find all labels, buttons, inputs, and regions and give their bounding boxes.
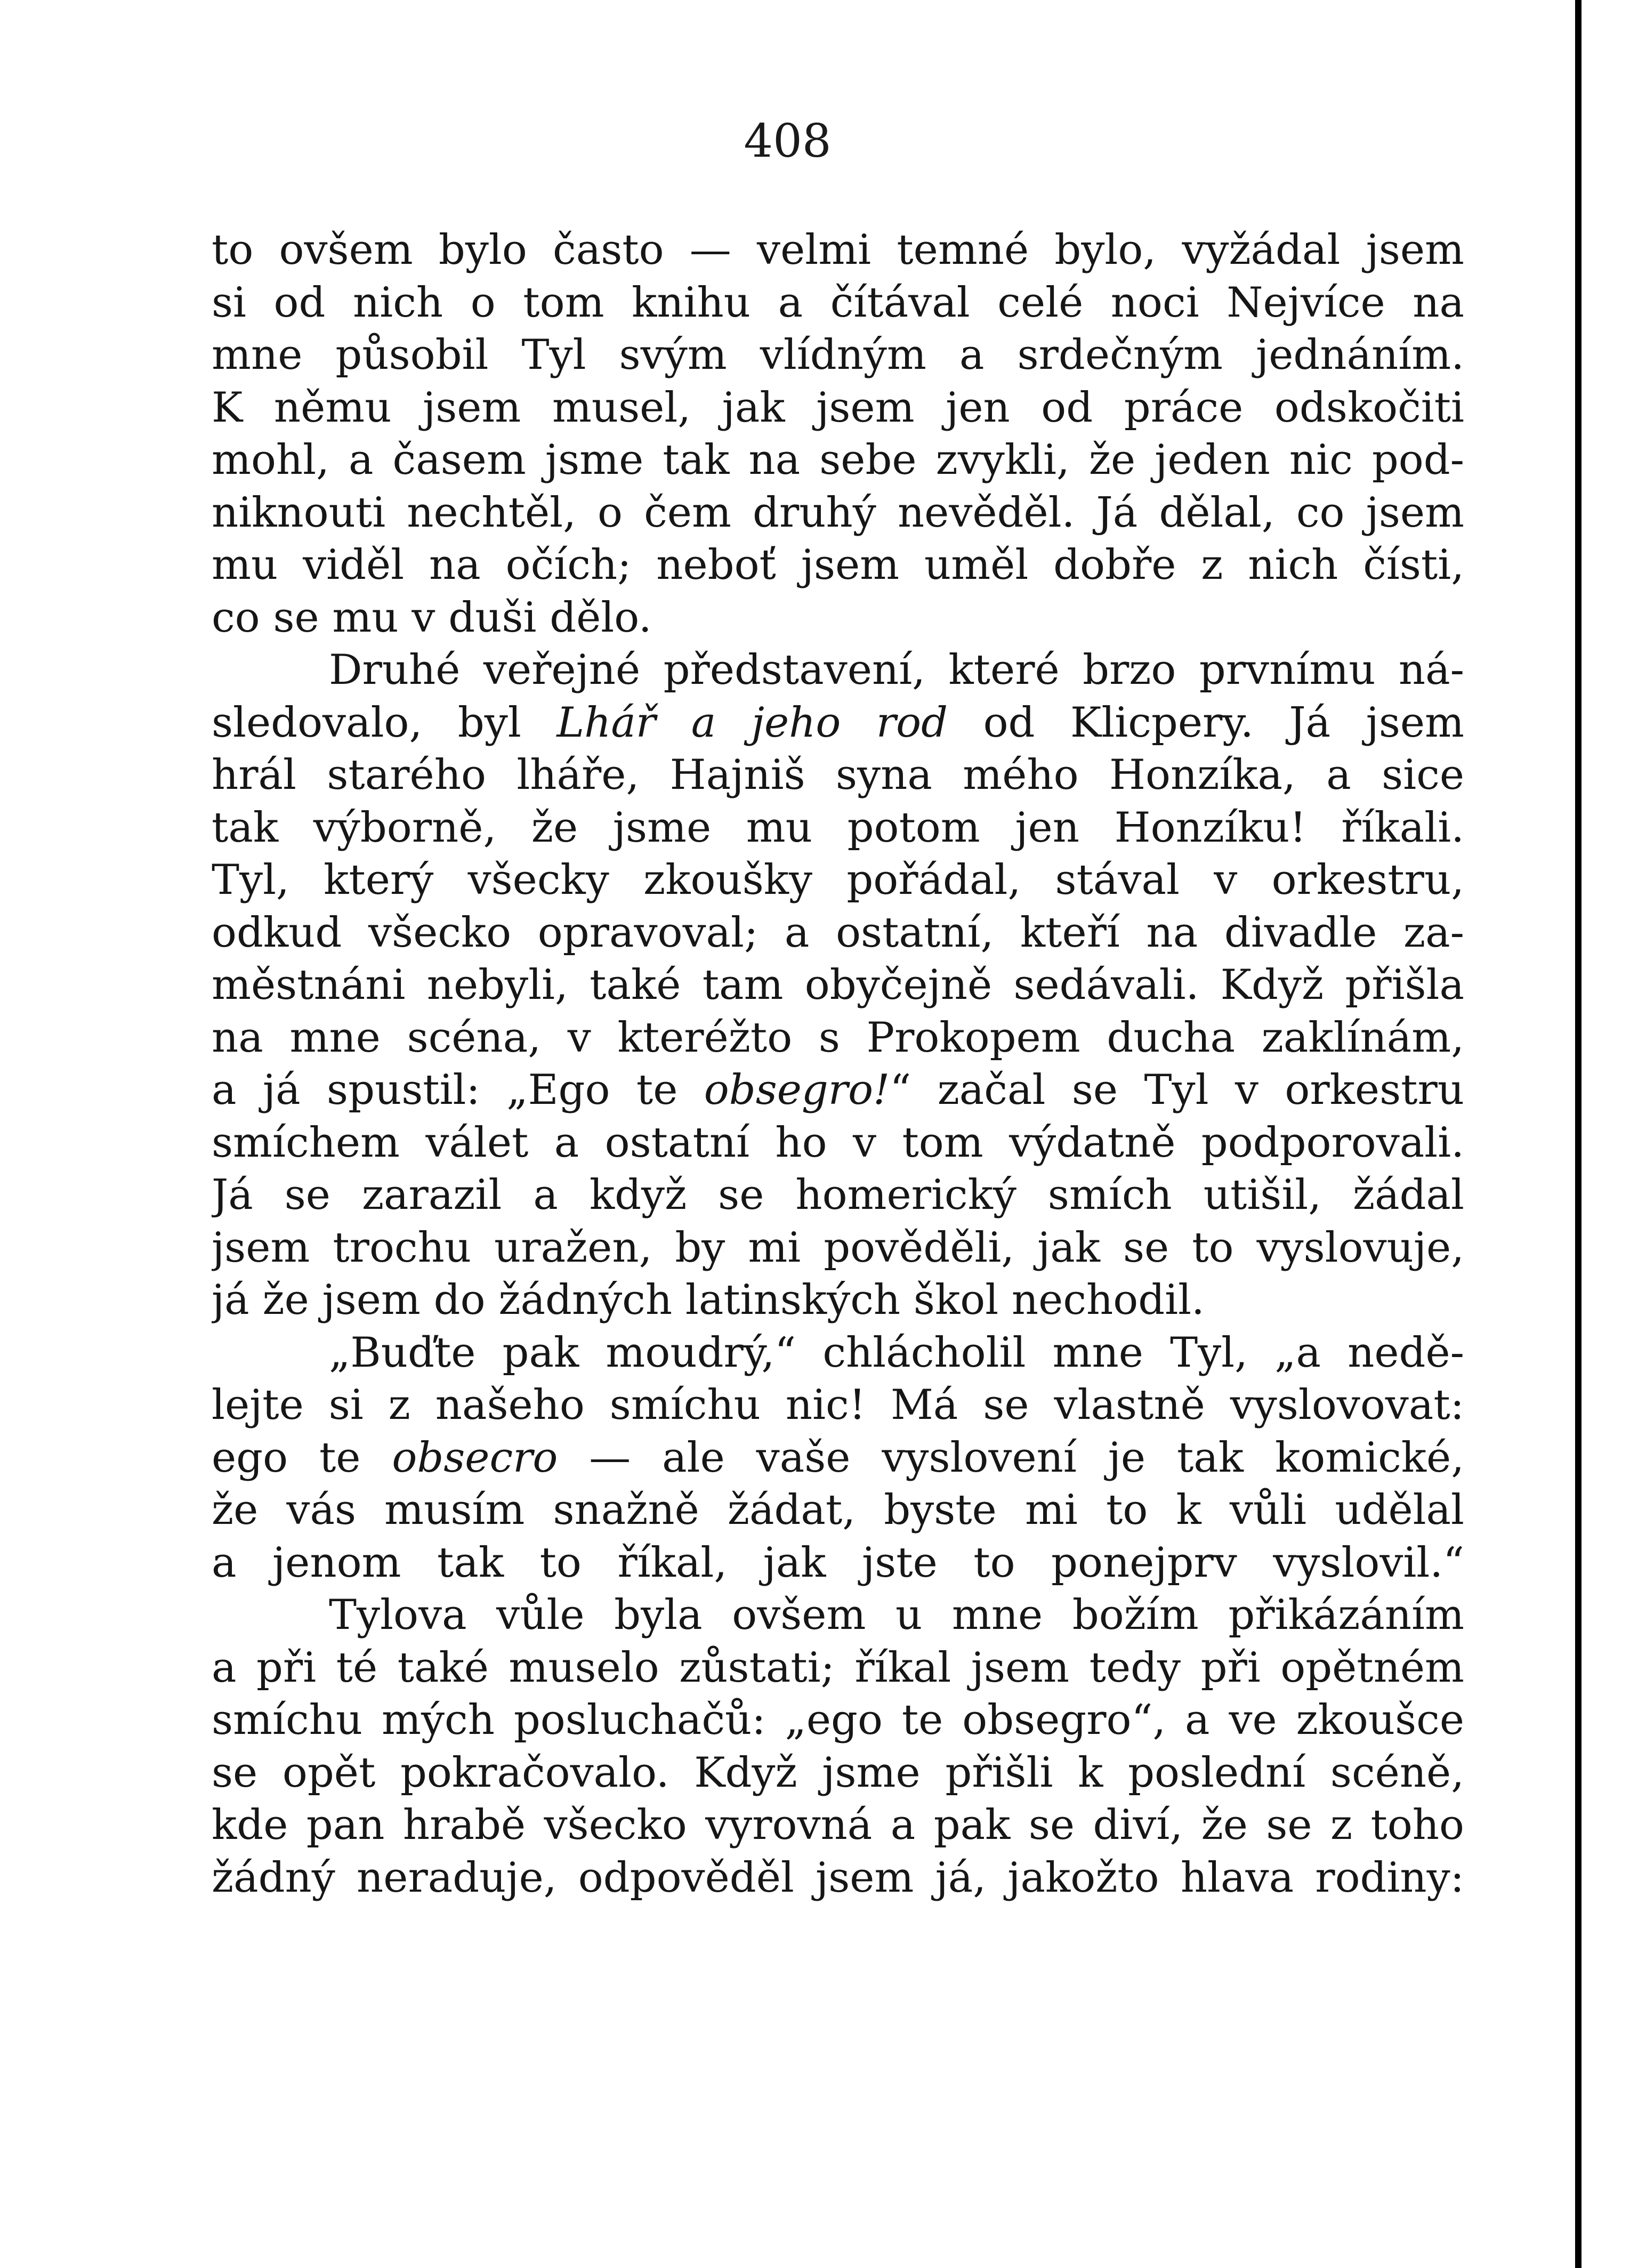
text-segment: K němu jsem musel, jak jsem jen od práce odskočiti bbox=[212, 383, 1464, 432]
text-line bbox=[212, 224, 1464, 277]
italic-text: obsecro bbox=[392, 1433, 558, 1482]
text-line bbox=[212, 1327, 1464, 1379]
text-line bbox=[212, 1432, 1464, 1484]
page-number: 408 bbox=[744, 115, 832, 168]
text-segment: si od nich o tom knihu a čítával celé noci Nejvíce na bbox=[212, 278, 1464, 327]
text-line bbox=[212, 487, 1464, 539]
text-segment: a já spustil: „Ego te bbox=[212, 1066, 704, 1114]
text-segment: “ začal se Tyl v orkestru bbox=[890, 1066, 1464, 1114]
text-segment: a při té také muselo zůstati; říkal jsem tedy při opětném bbox=[212, 1643, 1464, 1692]
text-segment: odkud všecko opravoval; a ostatní, kteří na divadle za- bbox=[212, 908, 1464, 957]
text-line bbox=[212, 749, 1464, 802]
text-segment: Tyl, který všecky zkoušky pořádal, stával v orkestru, bbox=[212, 856, 1464, 904]
text-segment: mne působil Tyl svým vlídným a srdečným jednáním. bbox=[212, 331, 1464, 379]
text-line bbox=[212, 1537, 1464, 1589]
text-segment: „Buďte pak moudrý,“ chlácholil mne Tyl, „a nedě- bbox=[329, 1328, 1464, 1377]
text-segment: se opět pokračovalo. Když jsme přišli k poslední scéně, bbox=[212, 1748, 1464, 1797]
text-segment: žádný neraduje, odpověděl jsem já, jakožto hlava rodiny: bbox=[212, 1853, 1464, 1902]
text-line bbox=[212, 802, 1464, 854]
text-line bbox=[212, 592, 1464, 644]
text-segment: od Klicpery. Já jsem bbox=[948, 698, 1464, 747]
text-segment: sledovalo, byl bbox=[212, 698, 557, 747]
text-segment: tak výborně, že jsme mu potom jen Honzíku! říkali. bbox=[212, 803, 1464, 852]
text-segment: Druhé veřejné představení, které brzo prvnímu ná- bbox=[329, 646, 1464, 694]
text-segment: smíchem válet a ostatní ho v tom výdatně podporovali. bbox=[212, 1118, 1464, 1167]
text-line bbox=[212, 329, 1464, 382]
text-line bbox=[212, 434, 1464, 487]
text-segment: smíchu mých posluchačů: „ego te obsegro“, a ve zkoušce bbox=[212, 1696, 1464, 1744]
text-line bbox=[212, 539, 1464, 592]
text-segment: že vás musím snažně žádat, byste mi to k vůli udělal bbox=[212, 1486, 1464, 1534]
text-line bbox=[212, 1484, 1464, 1537]
text-segment: mohl, a časem jsme tak na sebe zvykli, že jeden nic pod- bbox=[212, 436, 1464, 484]
text-line bbox=[212, 1694, 1464, 1747]
text-segment: na mne scéna, v kteréžto s Prokopem ducha zaklínám, bbox=[212, 1013, 1464, 1062]
body-text bbox=[212, 224, 1464, 1904]
text-segment: a jenom tak to říkal, jak jste to ponejprv vyslovil.“ bbox=[212, 1538, 1464, 1587]
text-line bbox=[212, 697, 1464, 749]
facing-page-edge bbox=[1575, 0, 1646, 2268]
italic-text: Lhář a jeho rod bbox=[556, 698, 948, 747]
text-segment: městnáni nebyli, také tam obyčejně sedávali. Když přišla bbox=[212, 961, 1464, 1009]
text-line bbox=[212, 907, 1464, 959]
text-segment: já že jsem do žádných latinských škol nechodil. bbox=[212, 1276, 1205, 1324]
text-segment: Tylova vůle byla ovšem u mne božím přikázáním bbox=[329, 1591, 1464, 1639]
text-segment: — ale vaše vyslovení je tak komické, bbox=[558, 1433, 1464, 1482]
text-line bbox=[212, 1747, 1464, 1799]
text-line bbox=[212, 1064, 1464, 1117]
text-line bbox=[212, 1222, 1464, 1274]
text-line bbox=[212, 1274, 1464, 1327]
text-segment: kde pan hrabě všecko vyrovná a pak se diví, že se z toho bbox=[212, 1801, 1464, 1849]
text-segment: niknouti nechtěl, o čem druhý nevěděl. Já dělal, co jsem bbox=[212, 488, 1464, 537]
text-line bbox=[212, 1117, 1464, 1169]
text-line bbox=[212, 1642, 1464, 1694]
text-segment: co se mu v duši dělo. bbox=[212, 593, 652, 642]
text-line bbox=[212, 1012, 1464, 1064]
text-line bbox=[212, 1169, 1464, 1222]
text-segment: lejte si z našeho smíchu nic! Má se vlastně vyslovovat: bbox=[212, 1381, 1464, 1429]
text-line bbox=[212, 1379, 1464, 1432]
text-line bbox=[212, 854, 1464, 907]
text-segment: Já se zarazil a když se homerický smích utišil, žádal bbox=[212, 1171, 1464, 1219]
text-segment: ego te bbox=[212, 1433, 392, 1482]
text-segment: mu viděl na očích; neboť jsem uměl dobře z nich čísti, bbox=[212, 541, 1464, 589]
text-line bbox=[212, 644, 1464, 697]
text-line bbox=[212, 1799, 1464, 1852]
text-line bbox=[212, 1852, 1464, 1904]
text-segment: to ovšem bylo často — velmi temné bylo, vyžádal jsem bbox=[212, 226, 1464, 274]
text-line bbox=[212, 959, 1464, 1012]
text-segment: hrál starého lháře, Hajniš syna mého Honzíka, a sice bbox=[212, 751, 1464, 799]
text-line bbox=[212, 277, 1464, 329]
italic-text: obsegro! bbox=[704, 1066, 890, 1114]
text-segment: jsem trochu uražen, by mi pověděli, jak se to vyslovuje, bbox=[212, 1223, 1464, 1272]
text-line bbox=[212, 382, 1464, 434]
text-line bbox=[212, 1589, 1464, 1642]
